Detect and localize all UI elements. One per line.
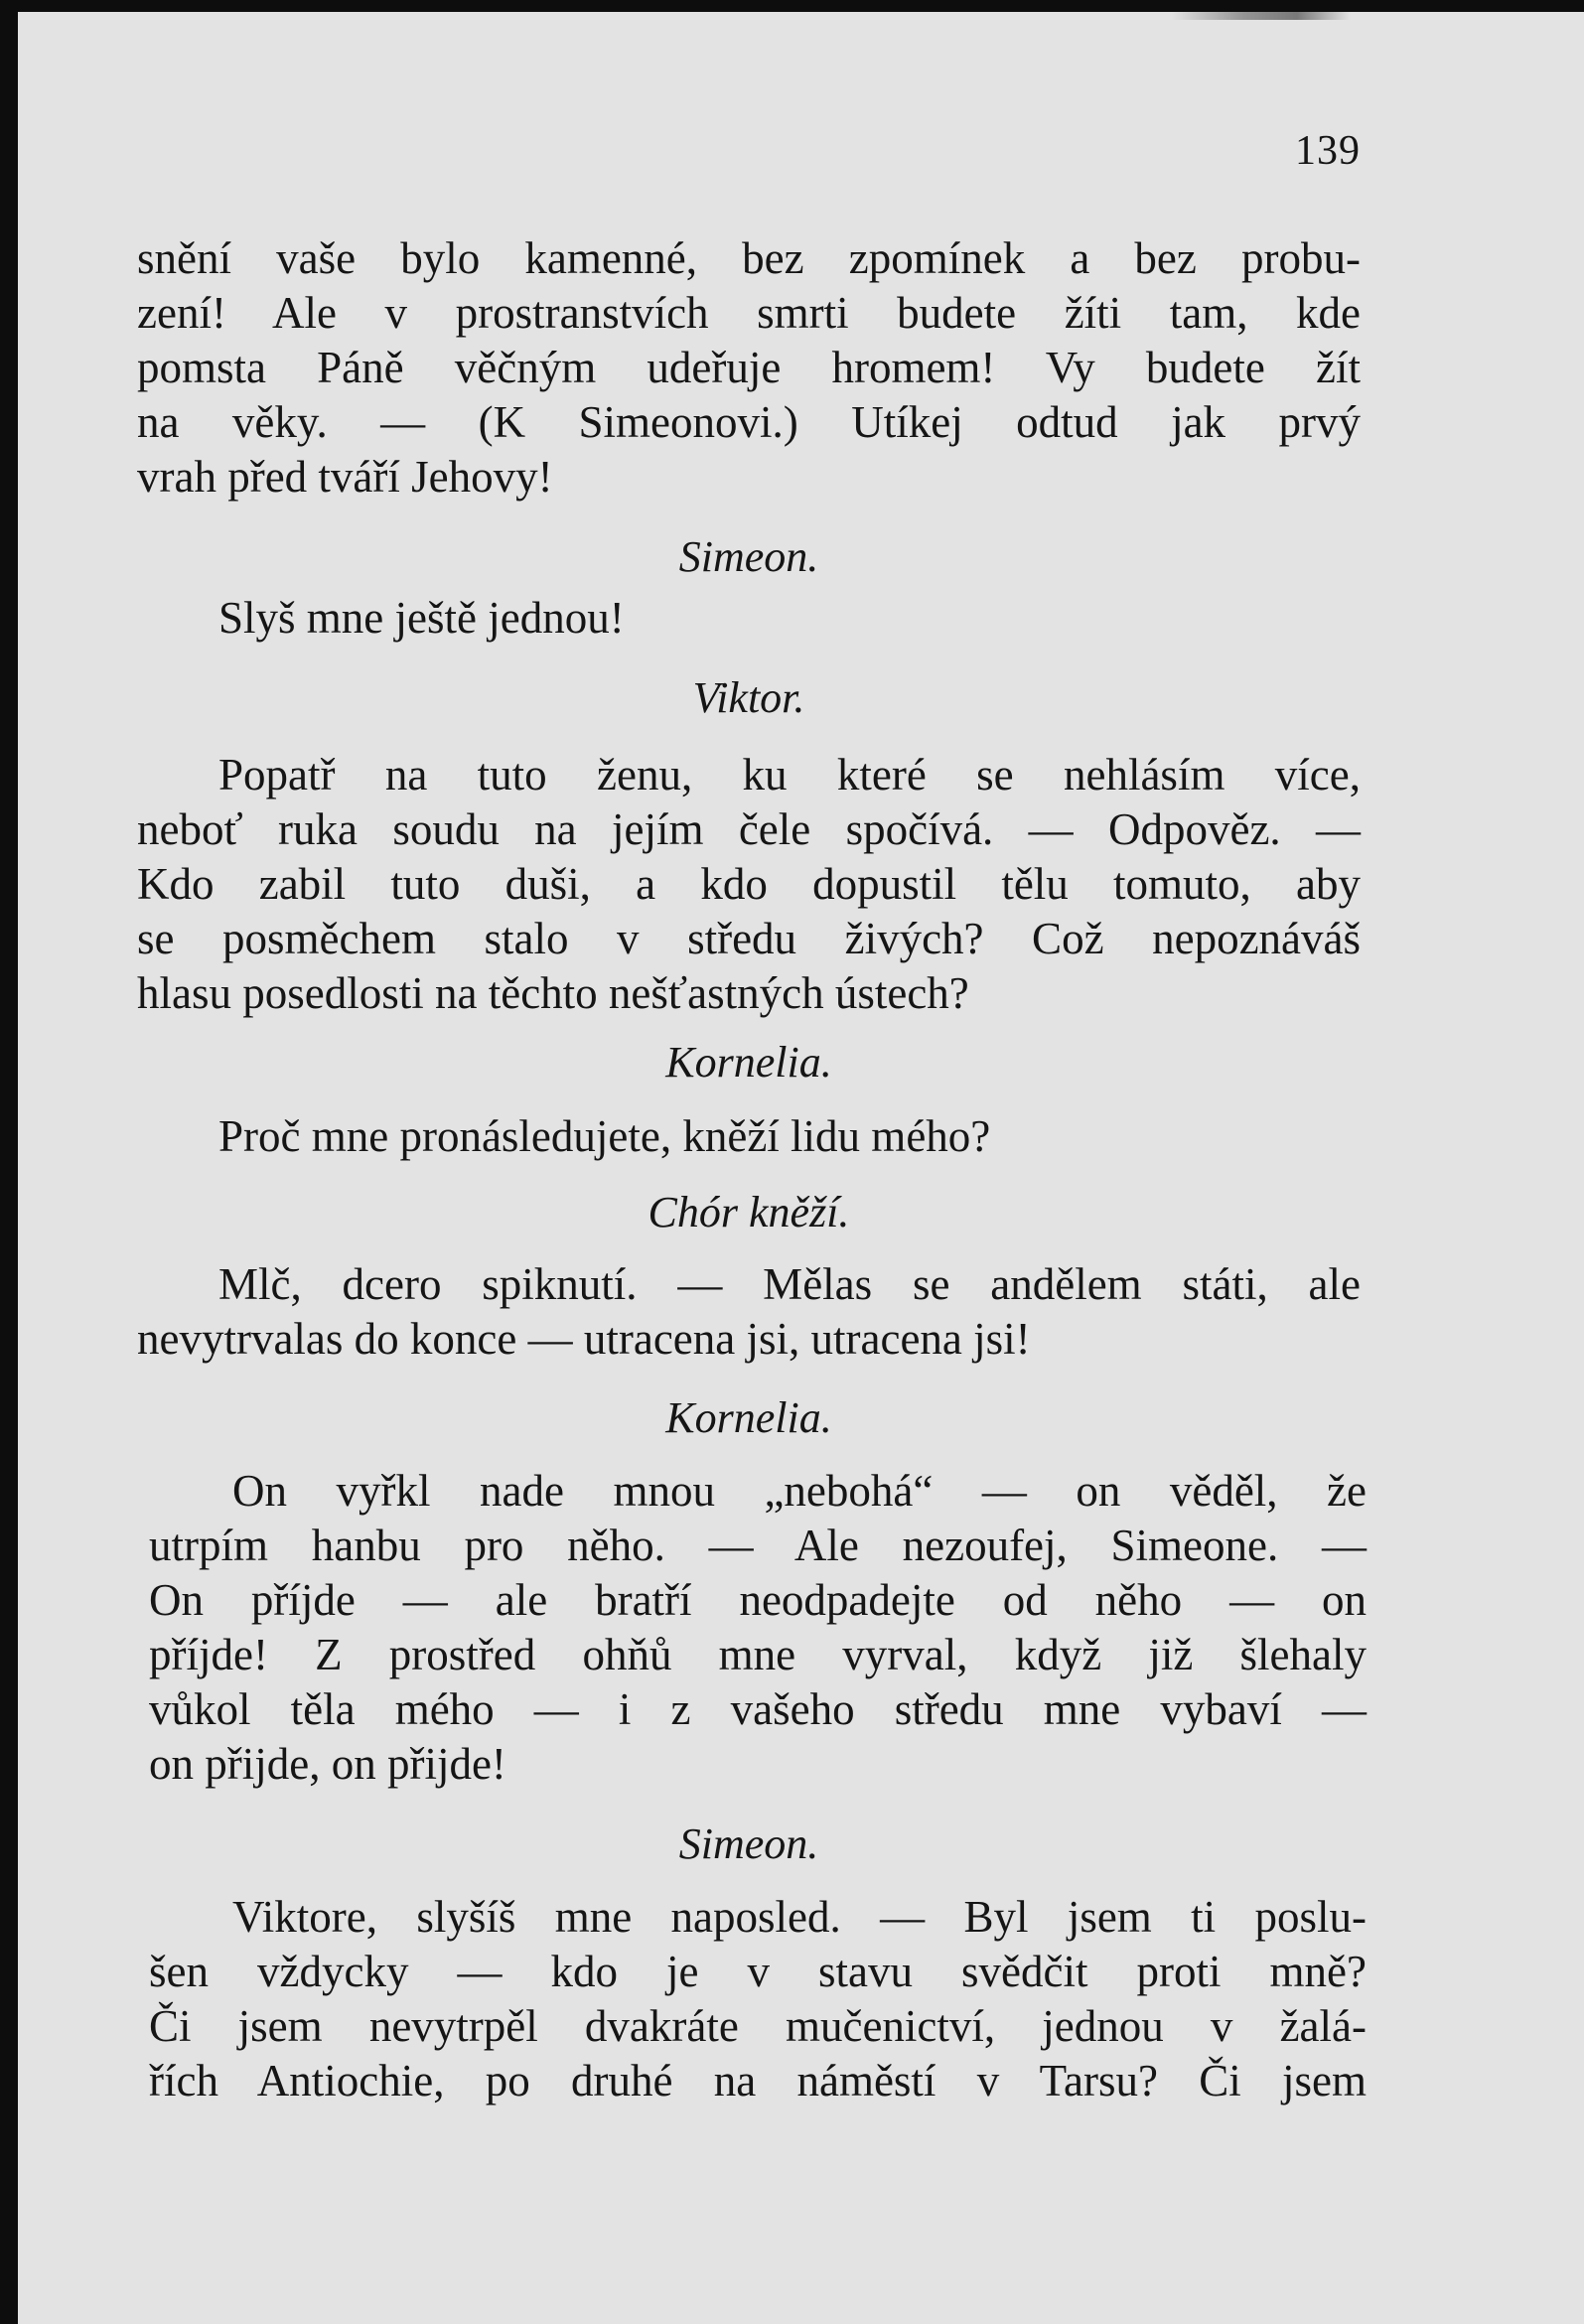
speaker-name: Simeon. [678, 532, 819, 581]
page-edge-shadow [1172, 12, 1351, 20]
text-line: Popatř na tuto ženu, ku které se nehlásím více, [218, 750, 1361, 799]
speaker-name: Chór kněží. [648, 1188, 850, 1236]
text-line: Kdo zabil tuto duši, a kdo dopustil tělu tomuto, aby [137, 859, 1361, 909]
text-line: nevytrvalas do konce — utracena jsi, utracena jsi! [137, 1314, 1031, 1364]
text-line: utrpím hanbu pro něho. — Ale nezoufej, Simeone. — [149, 1521, 1367, 1570]
text-line: vrah před tváří Jehovy! [137, 452, 553, 502]
text-line: Mlč, dcero spiknutí. — Mělas se andělem státi, ale [218, 1259, 1361, 1309]
text-line: hlasu posedlosti na těchto nešťastných ústech? [137, 968, 969, 1018]
text-line: On příjde — ale bratří neodpadejte od něho — on [149, 1575, 1367, 1625]
speaker-name: Kornelia. [665, 1393, 832, 1442]
speaker-name: Viktor. [692, 673, 805, 722]
text-line: na věky. — (K Simeonovi.) Utíkej odtud jak prvý [137, 397, 1361, 447]
text-line: neboť ruka soudu na jejím čele spočívá. — Odpověz. — [137, 804, 1361, 854]
text-line: On vyřkl nade mnou „nebohá“ — on věděl, že [232, 1466, 1367, 1516]
text-line: se posměchem stalo v středu živých? Což nepoznáváš [137, 914, 1361, 963]
text-line: příjde! Z prostřed ohňů mne vyrval, když již šlehaly [149, 1630, 1367, 1679]
text-line: zení! Ale v prostranstvích smrti budete žíti tam, kde [137, 288, 1361, 338]
text-line: pomsta Páně věčným udeřuje hromem! Vy budete žít [137, 343, 1361, 392]
text-line: snění vaše bylo kamenné, bez zpomínek a bez probu- [137, 233, 1361, 283]
text-line: vůkol těla mého — i z vašeho středu mne vybaví — [149, 1684, 1367, 1734]
text-line: řích Antiochie, po druhé na náměstí v Tarsu? Či jsem [149, 2056, 1367, 2106]
text-line: Slyš mne ještě jednou! [218, 593, 625, 643]
text-line: šen vždycky — kdo je v stavu svědčit proti mně? [149, 1947, 1367, 1996]
text-line: Viktore, slyšíš mne naposled. — Byl jsem ti poslu- [232, 1892, 1367, 1942]
page-number: 139 [1295, 128, 1361, 174]
text-line: on přijde, on přijde! [149, 1739, 506, 1789]
speaker-name: Kornelia. [665, 1038, 832, 1087]
text-line: Proč mne pronásledujete, kněží lidu mého? [218, 1111, 991, 1161]
text-line: Či jsem nevytrpěl dvakráte mučenictví, jednou v žalá- [149, 2001, 1367, 2051]
speaker-name: Simeon. [678, 1819, 819, 1868]
